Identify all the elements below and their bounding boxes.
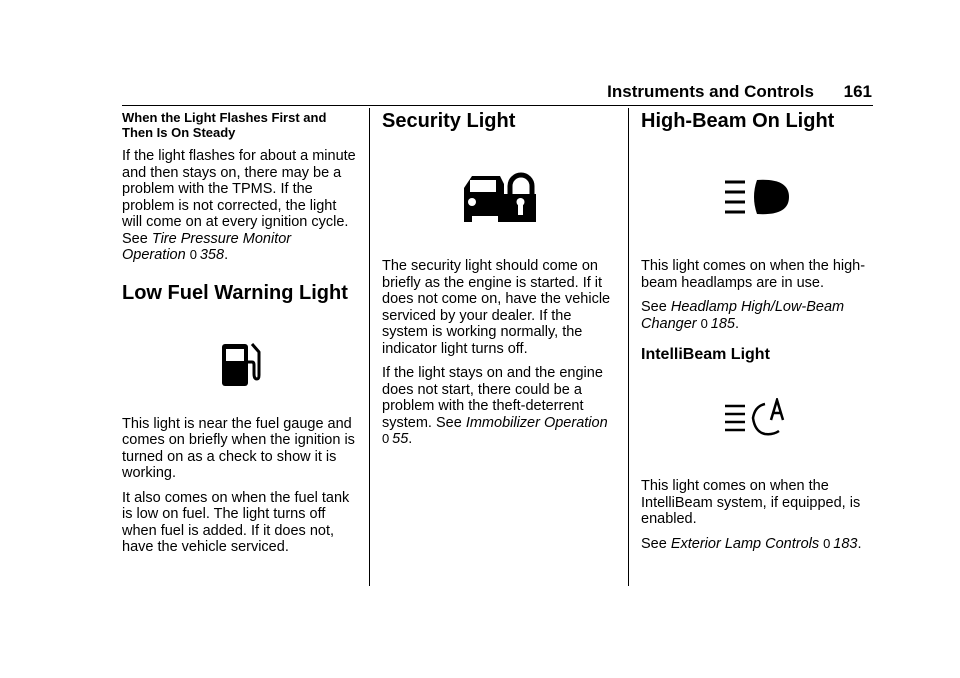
paragraph: This light is near the fuel gauge and comes on briefly when the ignition is turned on as a check to show it is working. (122, 415, 355, 481)
paragraph: This light comes on when the high-beam headlamps are in use. (641, 258, 866, 291)
heading-low-fuel: Low Fuel Warning Light (122, 281, 348, 304)
page-ref[interactable]: 185 (710, 315, 735, 332)
ref-symbol: 0 (700, 315, 708, 331)
paragraph: See Headlamp High/Low-Beam Changer 0 185. (641, 299, 845, 332)
link-immobilizer-operation[interactable]: Immobilizer Operation (465, 414, 608, 431)
fuel-pump-icon (122, 312, 358, 416)
paragraph: The security light should come on briefly as the engine is started. If it does not come on, have the vehicle serviced by your dealer. If the system is working normally, the indicator light turns off. (382, 258, 611, 357)
page-ref[interactable]: 183 (833, 535, 858, 552)
subheading-flashes: When the Light Flashes First and Then Is On Steady (122, 110, 327, 140)
intellibeam-icon (641, 368, 873, 468)
page-header (0, 82, 960, 106)
link-tire-pressure-monitor[interactable]: Tire Pressure Monitor Operation (122, 230, 292, 263)
ref-symbol: 0 (823, 535, 831, 551)
heading-security-light: Security Light (382, 110, 516, 132)
paragraph: This light comes on when the IntelliBeam system, if equipped, is enabled. (641, 478, 861, 527)
paragraph: If the light stays on and the engine does not start, there could be a problem with the theft-deterrent system. See Immobilizer Operation 0 55. (382, 365, 608, 447)
section-title: Instruments and Controls (607, 82, 814, 101)
page-ref[interactable]: 358 (199, 247, 225, 263)
ref-symbol: 0 (189, 247, 197, 262)
high-beam-icon (641, 146, 873, 250)
header-rule (122, 105, 873, 106)
link-headlamp-high-low-beam-changer[interactable]: Headlamp High/Low-Beam Changer (641, 299, 845, 332)
column-left (122, 110, 358, 564)
subheading-intellibeam: IntelliBeam Light (641, 346, 770, 363)
paragraph: See Exterior Lamp Controls 0 183. (641, 535, 862, 552)
column-divider (369, 108, 370, 586)
column-divider (628, 108, 629, 586)
ref-symbol: 0 (382, 431, 390, 446)
paragraph: It also comes on when the fuel tank is low on fuel. The light turns off when fuel is added. If it does not, have the vehicle serviced. (122, 489, 350, 555)
page-ref[interactable]: 55 (392, 431, 409, 447)
paragraph: If the light flashes for about a minute and then stays on, there may be a problem with the TPMS. If the problem is not corrected, the light will come on at every ignition cycle. See Tire Pressure Monitor Operation 0 358. (122, 148, 356, 263)
column-middle (382, 110, 612, 456)
page-number: 161 (843, 82, 872, 101)
heading-high-beam: High-Beam On Light (641, 110, 835, 132)
car-padlock-icon (382, 146, 612, 250)
link-exterior-lamp-controls[interactable]: Exterior Lamp Controls (670, 535, 820, 552)
column-right (641, 110, 873, 560)
